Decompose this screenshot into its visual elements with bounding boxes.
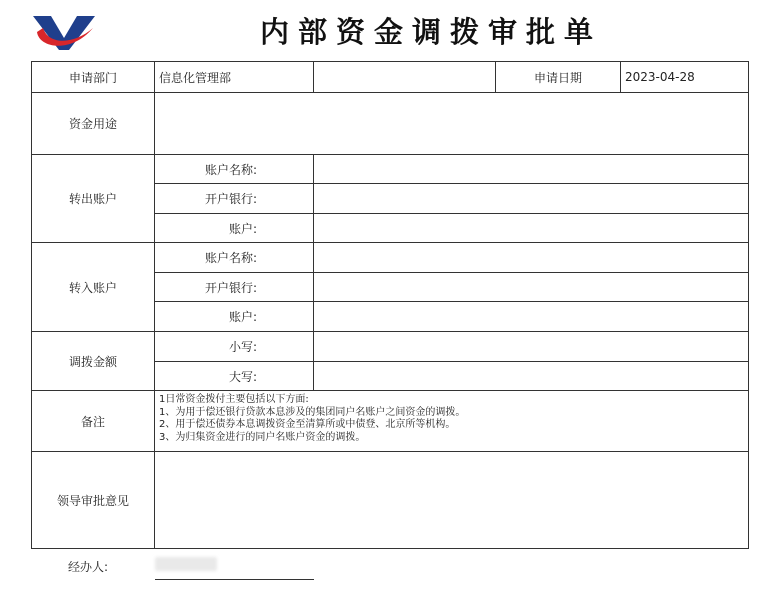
amount-row — [32, 332, 749, 362]
page-title: 内部资金调拨审批单 — [260, 15, 603, 49]
company-logo-icon — [31, 14, 97, 54]
out-account-row — [32, 155, 749, 184]
amount-label: 调拨金额 — [32, 332, 155, 391]
approval-label: 领导审批意见 — [32, 452, 155, 549]
approval-row — [32, 452, 749, 549]
dept-blank-cell[interactable] — [314, 62, 496, 93]
handler-signature-redacted — [155, 557, 217, 571]
remarks-line: 3、为归集资金进行的同户名账户资金的调拨。 — [159, 431, 366, 443]
out-account-number-label: 账户: — [155, 214, 314, 243]
in-name-field[interactable] — [314, 243, 749, 273]
remarks-line: 2、用于偿还债券本息调拨资金至清算所或中债登、北京所等机构。 — [159, 419, 456, 430]
approval-form-table — [31, 61, 749, 549]
amount-lower-label: 小写: — [155, 332, 314, 362]
purpose-row — [32, 93, 749, 155]
date-label: 申请日期 — [496, 62, 621, 93]
dept-label: 申请部门 — [32, 62, 155, 93]
amount-lower-field[interactable] — [314, 332, 749, 362]
out-account-number-field[interactable] — [314, 214, 749, 243]
out-account-label: 转出账户 — [32, 155, 155, 243]
in-account-number-field[interactable] — [314, 302, 749, 332]
amount-upper-field[interactable] — [314, 362, 749, 391]
remarks-text — [155, 391, 749, 452]
handler-signature-line[interactable] — [155, 579, 314, 580]
purpose-field[interactable] — [155, 93, 749, 155]
handler-label: 经办人: — [68, 560, 109, 574]
remarks-line: 1、为用于偿还银行贷款本息涉及的集团同户名账户之间资金的调拨。 — [159, 406, 466, 418]
out-name-field[interactable] — [314, 155, 749, 184]
purpose-label: 资金用途 — [32, 93, 155, 155]
out-bank-field[interactable] — [314, 184, 749, 214]
dept-value: 信息化管理部 — [155, 62, 314, 93]
out-bank-label: 开户银行: — [155, 184, 314, 214]
remarks-label: 备注 — [32, 391, 155, 452]
in-account-row — [32, 243, 749, 273]
in-bank-label: 开户银行: — [155, 273, 314, 302]
date-value: 2023-04-28 — [621, 62, 749, 93]
in-name-label: 账户名称: — [155, 243, 314, 273]
amount-upper-label: 大写: — [155, 362, 314, 391]
in-bank-field[interactable] — [314, 273, 749, 302]
in-account-number-label: 账户: — [155, 302, 314, 332]
remarks-line: 1日常资金拨付主要包括以下方面: — [159, 394, 309, 405]
out-name-label: 账户名称: — [155, 155, 314, 184]
approval-field[interactable] — [155, 452, 749, 549]
header-row — [32, 62, 749, 93]
remarks-row — [32, 391, 749, 452]
in-account-label: 转入账户 — [32, 243, 155, 332]
